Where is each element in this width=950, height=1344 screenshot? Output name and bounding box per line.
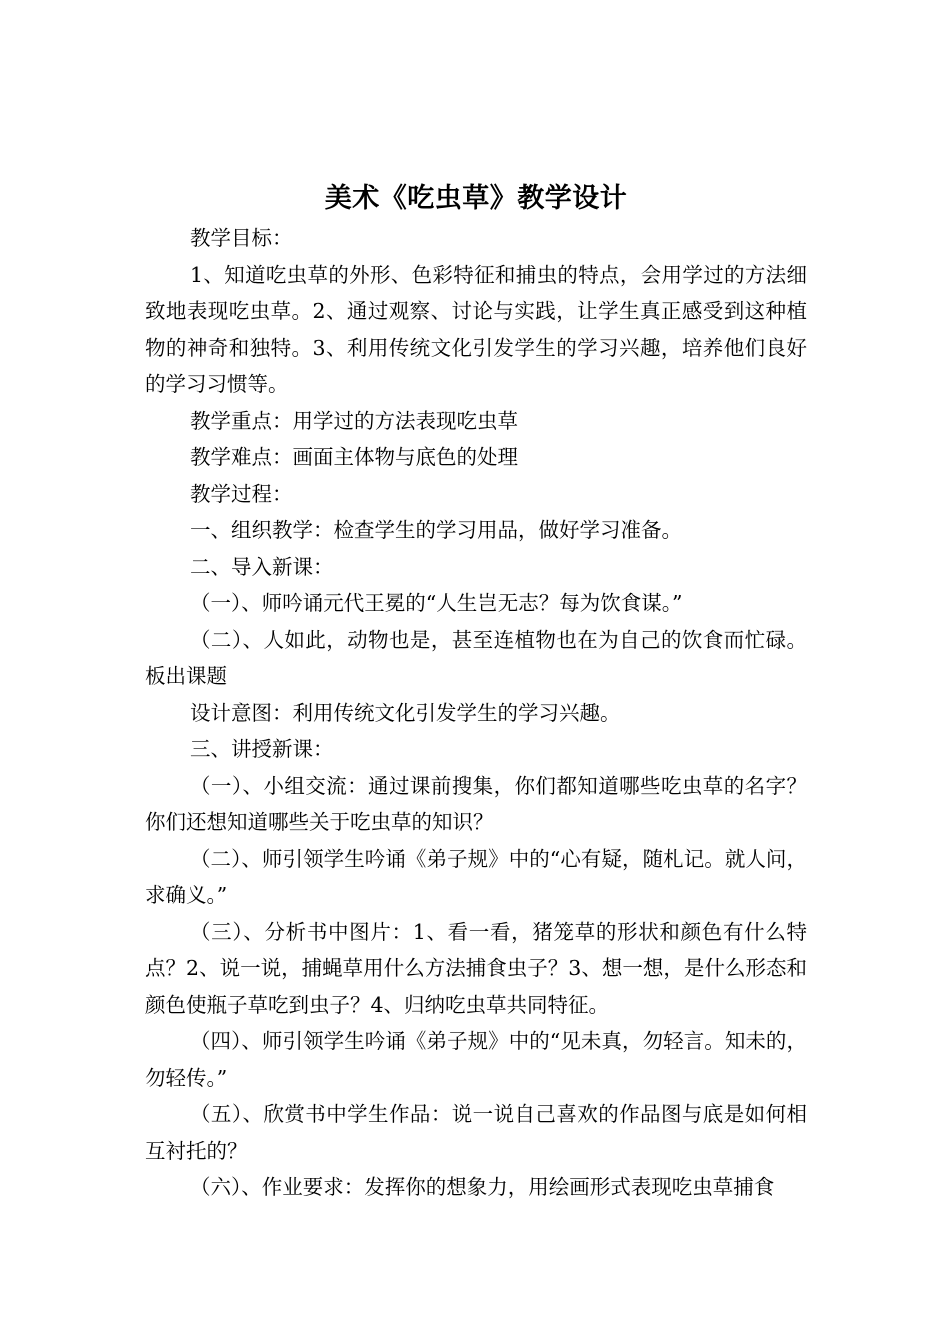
paragraph-difficulty: 教学难点：画面主体物与底色的处理 <box>190 445 518 469</box>
paragraph-step-3: 三、讲授新课： <box>190 737 334 761</box>
paragraph-step-3-1: （一）、小组交流：通过课前搜集，你们都知道哪些吃虫草的名字？你们还想知道哪些关于吃虫草的知识？ <box>145 773 807 834</box>
paragraph-step-2: 二、导入新课： <box>190 554 334 579</box>
document-title: 美术《吃虫草》教学设计 <box>324 183 628 214</box>
paragraph-step-3-3: （三）、分析书中图片：1、看一看，猪笼草的形状和颜色有什么特点？2、说一说，捕蝇草用什么方法捕食虫子？3、想一想，是什么形态和颜色使瓶子草吃到虫子？4、归纳吃虫草共同特征。 <box>145 919 807 1017</box>
paragraph-step-2-1: （一）、师吟诵元代王冕的“人生岂无志？每为饮食谋。” <box>190 591 683 615</box>
document-page <box>145 178 807 1206</box>
paragraph-key-point: 教学重点：用学过的方法表现吃虫草 <box>190 408 518 433</box>
paragraph-step-3-5: （五）、欣赏书中学生作品：说一说自己喜欢的作品图与底是如何相互衬托的？ <box>145 1102 807 1163</box>
paragraph-step-2-2: （二）、人如此，动物也是，甚至连植物也在为自己的饮食而忙碌。板出课题 <box>145 627 807 688</box>
paragraph-step-3-6: （六）、作业要求：发挥你的想象力，用绘画形式表现吃虫草捕食 <box>190 1175 775 1199</box>
paragraph-step-1: 一、组织教学：检查学生的学习用品，做好学习准备。 <box>190 518 682 542</box>
paragraph-process-heading: 教学过程： <box>190 481 293 506</box>
paragraph-objectives: 1、知道吃虫草的外形、色彩特征和捕虫的特点，会用学过的方法细致地表现吃虫草。2、通过观察、讨论与实践，让学生真正感受到这种植物的神奇和独特。3、利用传统文化引发学生的学习兴趣，培养他们良好的学习习惯等。 <box>145 262 807 396</box>
paragraph-design-intent: 设计意图：利用传统文化引发学生的学习兴趣。 <box>190 700 621 725</box>
paragraph-step-3-2: （二）、师引领学生吟诵《弟子规》中的“心有疑，随札记。就人问，求确义。” <box>145 846 807 907</box>
paragraph-objectives-heading: 教学目标： <box>190 226 293 250</box>
paragraph-step-3-4: （四）、师引领学生吟诵《弟子规》中的“见未真，勿轻言。知未的，勿轻传。” <box>145 1029 807 1090</box>
